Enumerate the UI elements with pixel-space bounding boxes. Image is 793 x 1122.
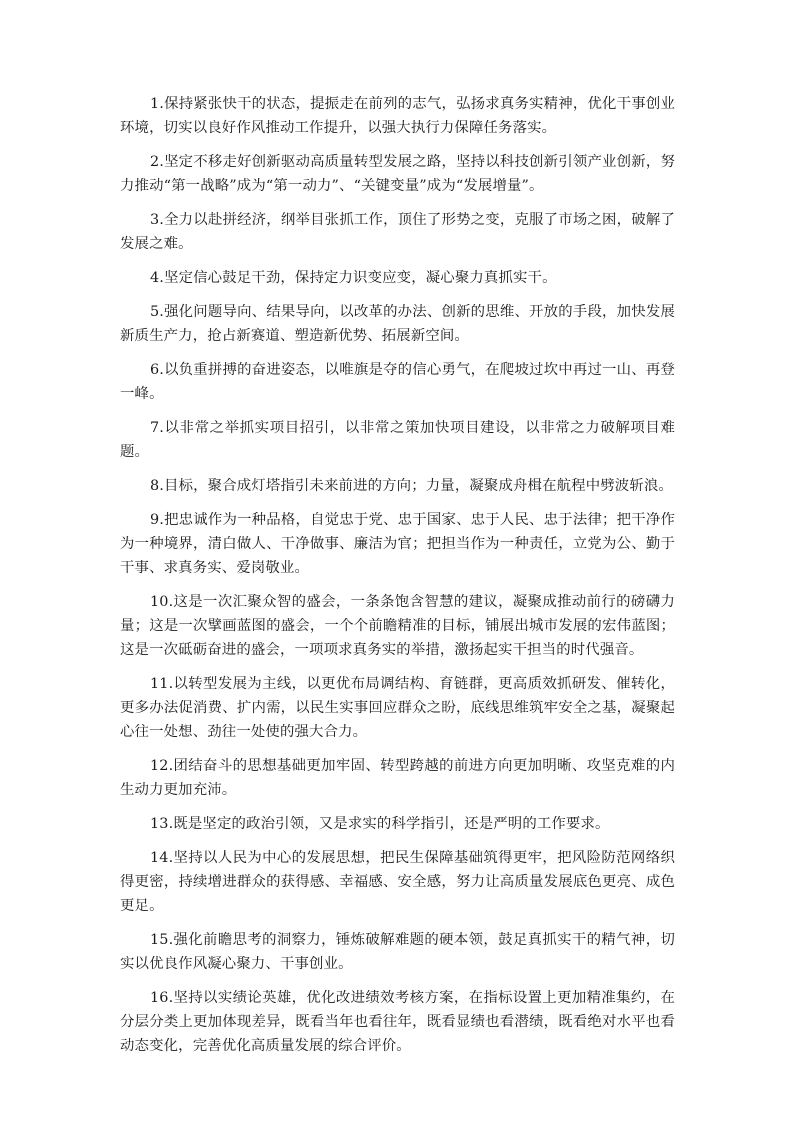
paragraph-13: 13.既是坚定的政治引领，又是求实的科学指引，还是严明的工作要求。 (150, 816, 610, 832)
paragraph-14: 14.坚持以人民为中心的发展思想，把民生保障基础筑得更牢，把风险防范网络织得更密，持续增进群众的获得感、幸福感、安全感，努力让高质量发展底色更亮、成色更足。 (120, 850, 675, 914)
paragraph-9: 9.把忠诚作为一种品格，自觉忠于党、忠于国家、忠于人民、忠于法律；把干净作为一种境界，清白做人、干净做事、廉洁为官；把担当作为一种责任，立党为公、勤于干事、求真务实、爱岗敬业。 (120, 512, 675, 576)
paragraph-11: 11.以转型发展为主线，以更优布局调结构、育链群，更高质效抓研发、催转化，更多办法促消费、扩内需，以民生实事回应群众之盼，底线思维筑牢安全之基，凝聚起心往一处想、劲往一处使的强大合力。 (120, 676, 675, 740)
paragraph-5: 5.强化问题导向、结果导向，以改革的办法、创新的思维、开放的手段，加快发展新质生产力，抢占新赛道、塑造新优势、拓展新空间。 (120, 304, 675, 344)
paragraph-6: 6.以负重拼搏的奋进姿态，以唯旗是夺的信心勇气，在爬坡过坎中再过一山、再登一峰。 (120, 362, 675, 402)
document-body (120, 92, 675, 1068)
paragraph-4: 4.坚定信心鼓足干劲，保持定力识变应变，凝心聚力真抓实干。 (150, 270, 557, 286)
paragraph-3: 3.全力以赴拼经济，纲举目张抓工作，顶住了形势之变，克服了市场之困，破解了发展之难。 (120, 212, 675, 252)
paragraph-8: 8.目标，聚合成灯塔指引未来前进的方向；力量，凝聚成舟楫在航程中劈波斩浪。 (150, 478, 673, 494)
paragraph-1: 1.保持紧张快干的状态，提振走在前列的志气，弘扬求真务实精神，优化干事创业环境，切实以良好作风推动工作提升，以强大执行力保障任务落实。 (120, 96, 675, 136)
paragraph-15: 15.强化前瞻思考的洞察力，锤炼破解难题的硬本领，鼓足真抓实干的精气神，切实以优良作风凝心聚力、干事创业。 (120, 932, 675, 972)
paragraph-10: 10.这是一次汇聚众智的盛会，一条条饱含智慧的建议，凝聚成推动前行的磅礴力量；这是一次擘画蓝图的盛会，一个个前瞻精准的目标，铺展出城市发展的宏伟蓝图；这是一次砥砺奋进的盛会，一项项求真务实的举措，激扬起实干担当的时代强音。 (120, 594, 675, 658)
paragraph-7: 7.以非常之举抓实项目招引，以非常之策加快项目建设，以非常之力破解项目难题。 (120, 420, 675, 460)
paragraph-16: 16.坚持以实绩论英雄，优化改进绩效考核方案，在指标设置上更加精准集约，在分层分类上更加体现差异，既看当年也看往年，既看显绩也看潜绩，既看绝对水平也看动态变化，完善优化高质量发展的综合评价。 (120, 990, 675, 1054)
paragraph-12: 12.团结奋斗的思想基础更加牢固、转型跨越的前进方向更加明晰、攻坚克难的内生动力更加充沛。 (120, 758, 675, 798)
paragraph-2: 2.坚定不移走好创新驱动高质量转型发展之路，坚持以科技创新引领产业创新，努力推动“第一战略”成为“第一动力”、“关键变量”成为“发展增量”。 (120, 154, 675, 194)
